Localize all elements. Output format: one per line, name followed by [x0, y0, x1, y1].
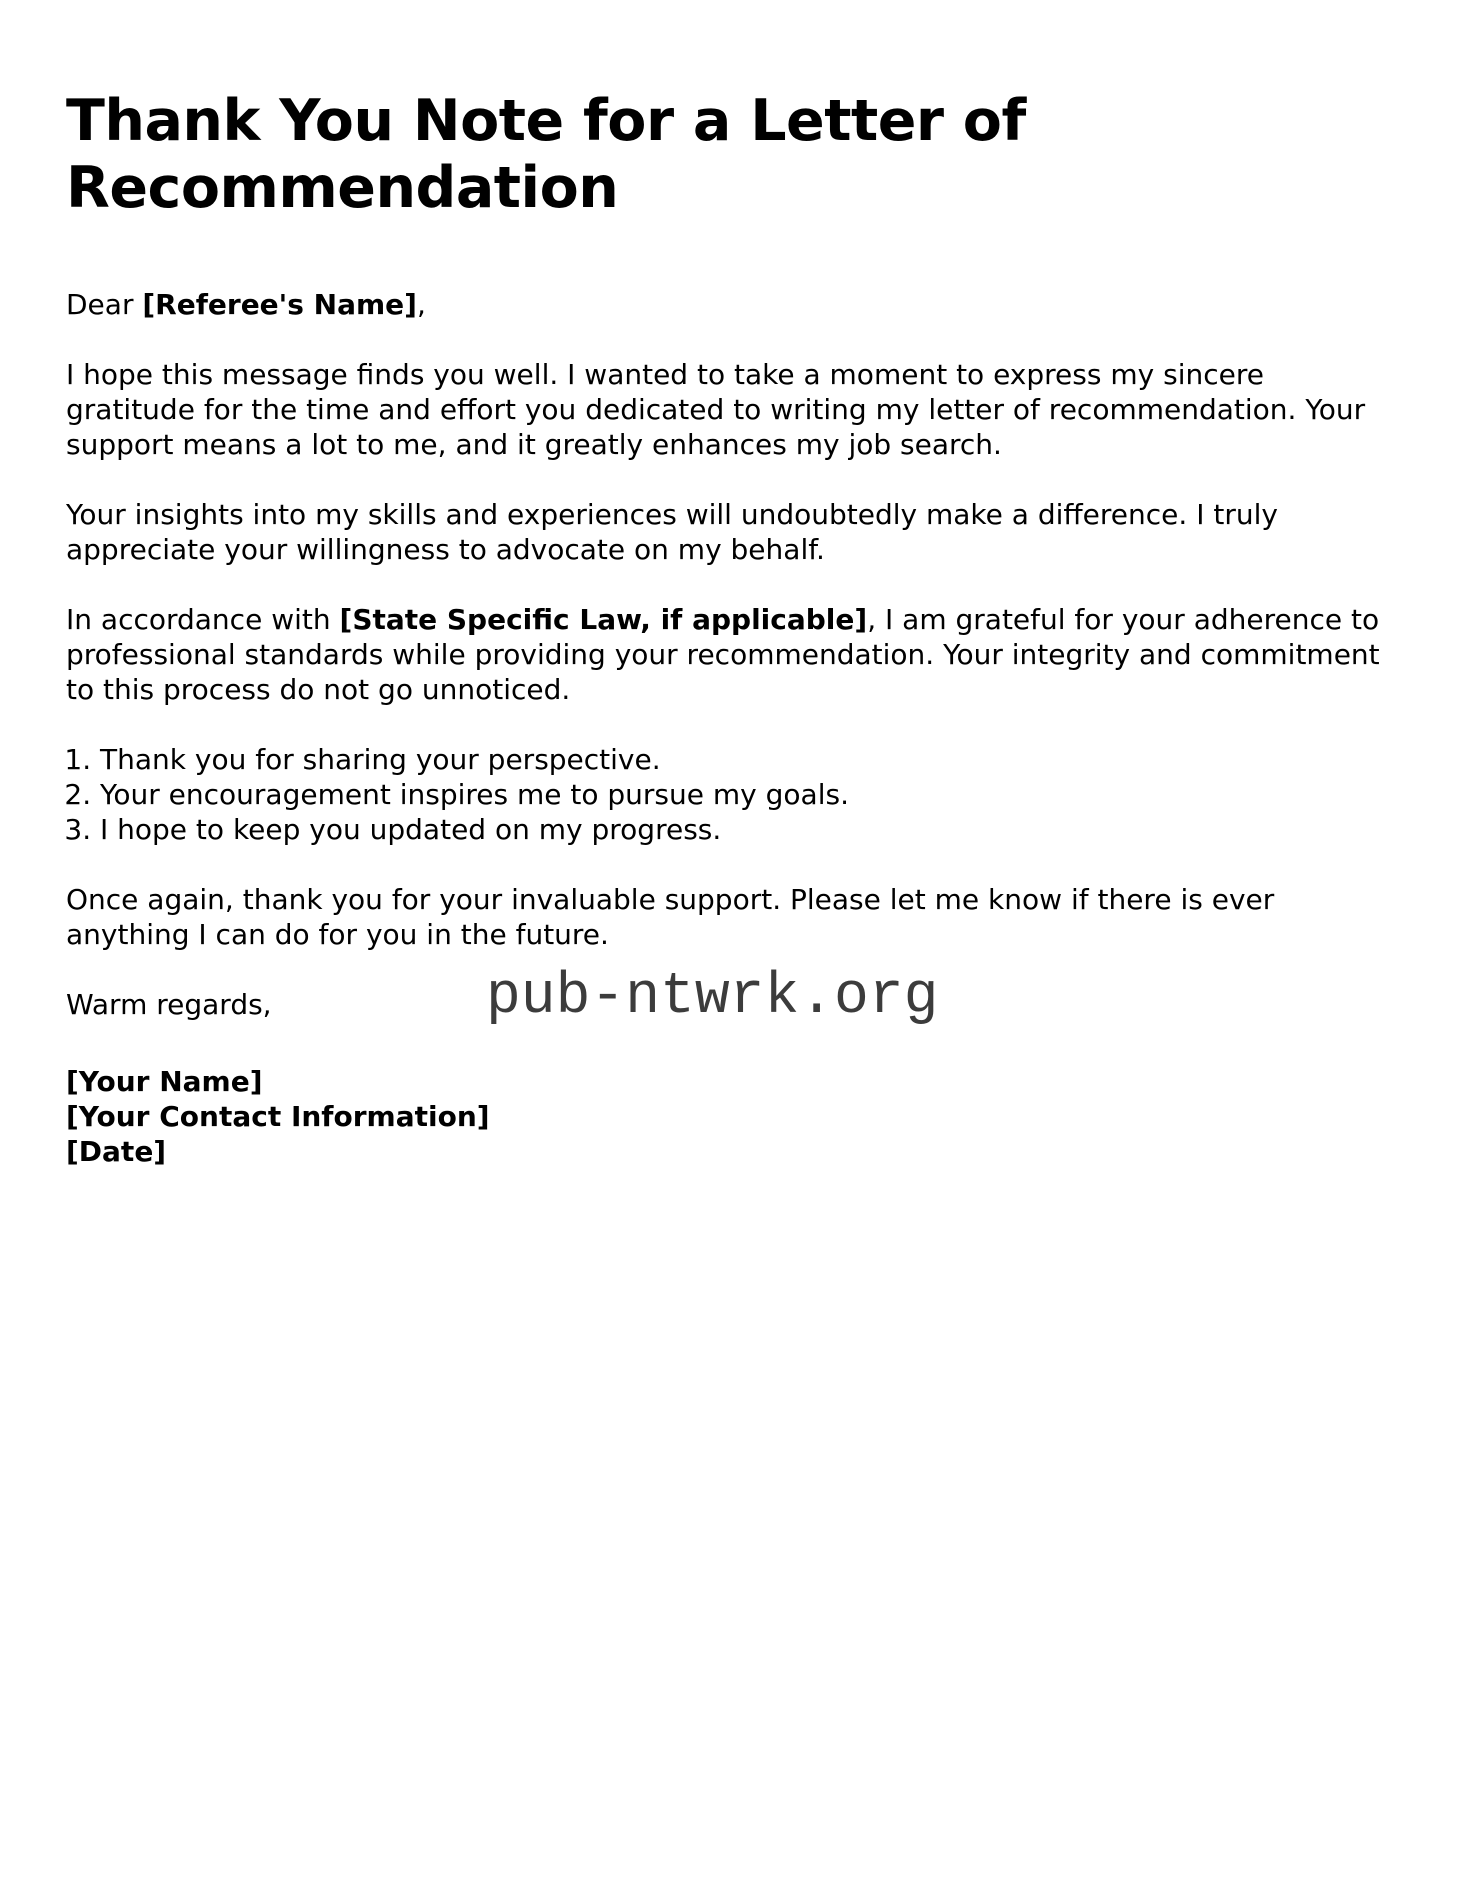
thank-you-list	[66, 742, 1398, 847]
signature-contact-placeholder: [Your Contact Information]	[66, 1099, 490, 1133]
list-item: 3. I hope to keep you updated on my progress.	[100, 812, 1398, 847]
signoff-row	[66, 964, 1398, 1030]
paragraph-gratitude: I hope this message finds you well. I wanted to take a moment to express my sincere gratitude for the time and effort you dedicated to writing my letter of recommendation. Your support means a lot to me, and it greatly enhances my job search.	[66, 357, 1366, 461]
page-title: Thank You Note for a Letter of Recommendation	[66, 88, 1026, 222]
signature-date-placeholder: [Date]	[66, 1134, 167, 1168]
referee-name-placeholder: [Referee's Name]	[142, 287, 417, 321]
paragraph-insights: Your insights into my skills and experiences will undoubtedly make a difference. I truly appreciate your willingness to advocate on my behalf.	[66, 497, 1278, 566]
paragraph-law-suffix: , I am grateful for your adherence to professional standards while providing your recommendation. Your integrity and commitment to this process do not go unnoticed.	[66, 602, 1380, 706]
state-law-placeholder: [State Specific Law, if applicable]	[339, 602, 868, 636]
paragraph-closing: Once again, thank you for your invaluable support. Please let me know if there is ever anything I can do for you in the future.	[66, 882, 1275, 951]
signature-name-placeholder: [Your Name]	[66, 1064, 263, 1098]
signature-block	[66, 1064, 1398, 1169]
site-watermark: pub-ntwrk.org	[486, 964, 939, 1030]
list-item: 2. Your encouragement inspires me to pursue my goals.	[100, 777, 1398, 812]
signoff-text: Warm regards,	[66, 987, 272, 1021]
paragraph-law	[66, 602, 1398, 707]
salutation-prefix: Dear	[66, 287, 143, 321]
salutation-suffix: ,	[416, 287, 426, 321]
list-item: 1. Thank you for sharing your perspective.	[100, 742, 1398, 777]
paragraph-law-prefix: In accordance with	[66, 602, 340, 636]
salutation-line	[66, 287, 1398, 322]
